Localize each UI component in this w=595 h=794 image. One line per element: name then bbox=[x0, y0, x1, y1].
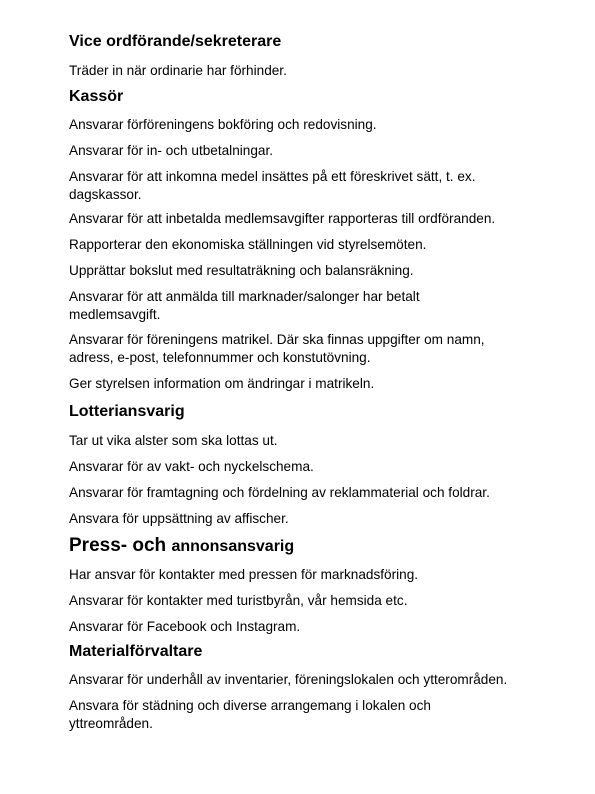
paragraph: Träder in när ordinarie har förhinder. bbox=[69, 63, 287, 78]
paragraph: Ansvarar för att inbetalda medlemsavgifter rapporteras till ordföranden. bbox=[69, 211, 496, 226]
paragraph: Ansvarar för Facebook och Instagram. bbox=[69, 619, 301, 634]
paragraph: Ger styrelsen information om ändringar i matrikeln. bbox=[69, 376, 375, 391]
heading-lotteriansvarig: Lotteriansvarig bbox=[69, 403, 185, 420]
heading-press-och-annonsansvarig bbox=[69, 535, 294, 557]
paragraph: Ansvara för uppsättning av affischer. bbox=[69, 511, 289, 526]
paragraph: Tar ut vika alster som ska lottas ut. bbox=[69, 433, 278, 448]
paragraph: Ansvarar för in- och utbetalningar. bbox=[69, 143, 274, 158]
paragraph: Har ansvar för kontakter med pressen för marknadsföring. bbox=[69, 567, 419, 582]
paragraph: Ansvarar för att inkomna medel insättes på ett föreskrivet sätt, t. ex. dagskassor. bbox=[69, 169, 476, 202]
heading-kassor: Kassör bbox=[69, 88, 124, 105]
paragraph: Ansvara för städning och diverse arrangemang i lokalen och yttreområden. bbox=[69, 698, 431, 731]
paragraph: Ansvarar för kontakter med turistbyrån, vår hemsida etc. bbox=[69, 593, 408, 608]
paragraph: Ansvarar för av vakt- och nyckelschema. bbox=[69, 459, 314, 474]
heading-part: Press- och bbox=[69, 535, 167, 556]
paragraph: Ansvarar för underhåll av inventarier, föreningslokalen och ytterområden. bbox=[69, 672, 508, 687]
paragraph: Upprättar bokslut med resultaträkning och balansräkning. bbox=[69, 263, 414, 278]
heading-part: annonsansvarig bbox=[171, 538, 295, 555]
paragraph: Ansvarar för att anmälda till marknader/salonger har betalt medlemsavgift. bbox=[69, 289, 420, 322]
paragraph: Ansvarar förföreningens bokföring och redovisning. bbox=[69, 117, 377, 132]
paragraph: Ansvarar för framtagning och fördelning av reklammaterial och foldrar. bbox=[69, 485, 490, 500]
paragraph: Ansvarar för föreningens matrikel. Där ska finnas uppgifter om namn, adress, e-post, telefonnummer och konstutövning. bbox=[69, 332, 485, 365]
heading-materialforvaltare: Materialförvaltare bbox=[69, 643, 203, 660]
paragraph: Rapporterar den ekonomiska ställningen vid styrelsemöten. bbox=[69, 237, 427, 252]
heading-vice-ordforande: Vice ordförande/sekreterare bbox=[69, 33, 282, 50]
